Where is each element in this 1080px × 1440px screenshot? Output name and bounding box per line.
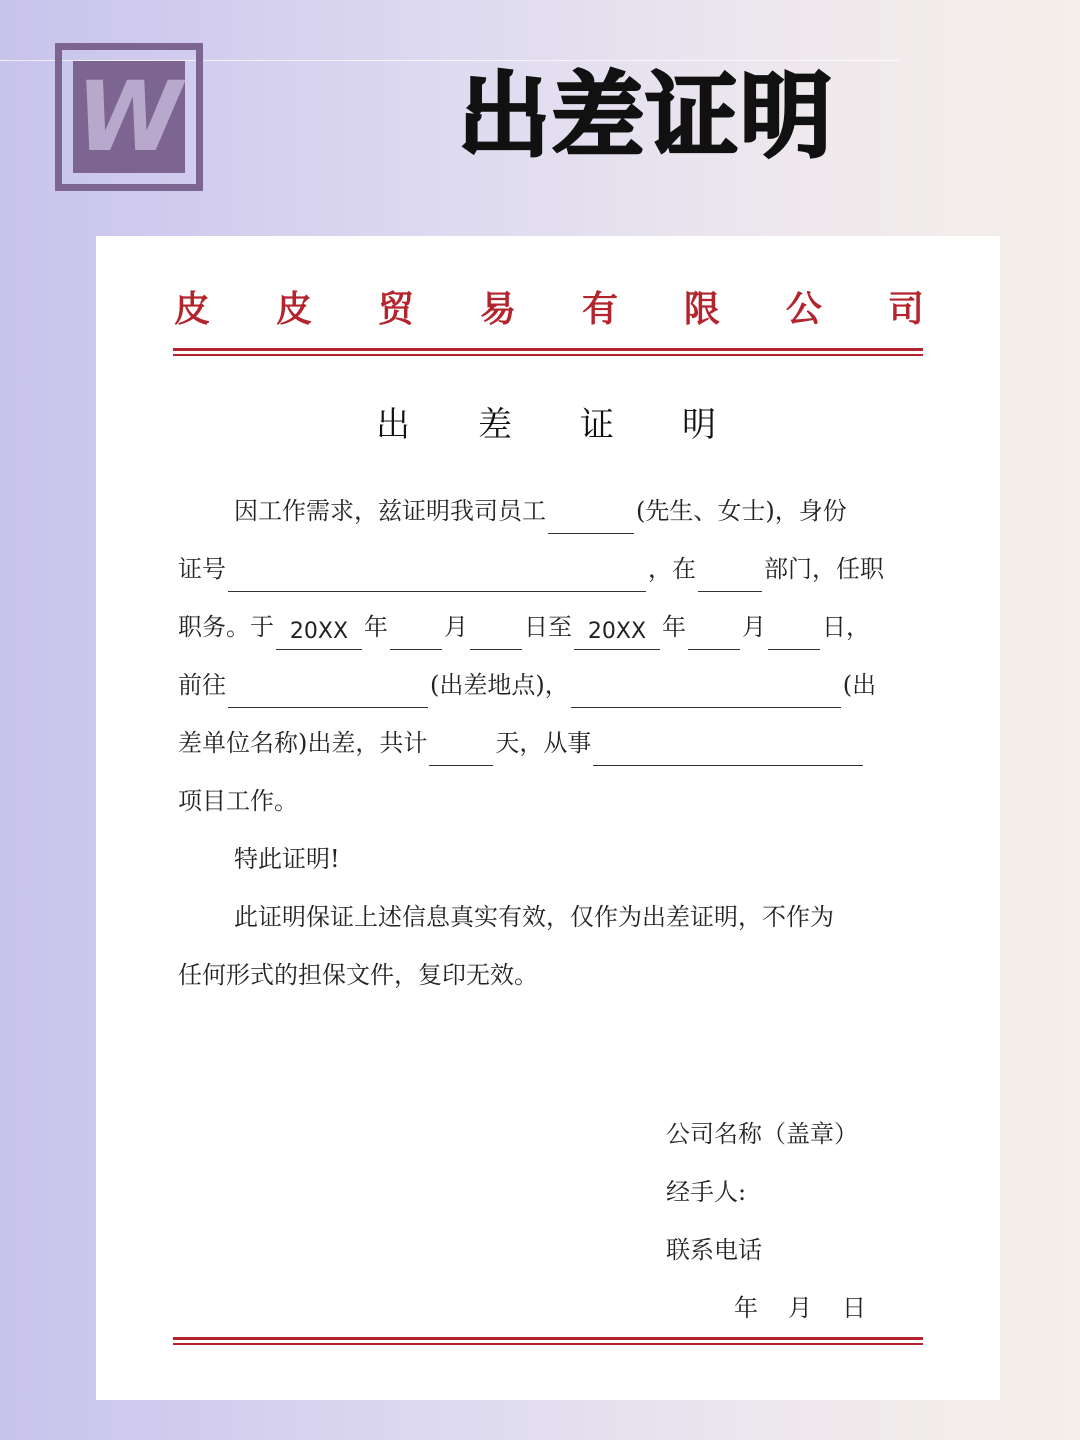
company-char: 司 <box>887 287 924 330</box>
employee-name-blank[interactable] <box>548 499 634 534</box>
document-title <box>376 396 716 446</box>
disclaimer-text: 任何形式的担保文件，复印无效。 <box>178 961 538 989</box>
certify-text: 特此证明! <box>234 845 340 873</box>
department-blank[interactable] <box>698 557 762 592</box>
company-char: 限 <box>683 287 720 330</box>
days-blank[interactable] <box>429 731 493 766</box>
company-char: 易 <box>479 287 516 330</box>
body-text: 年 <box>364 613 388 641</box>
body-text: ，在 <box>648 555 696 583</box>
company-char: 贸 <box>377 287 414 330</box>
title-char: 明 <box>682 404 716 445</box>
host-unit-blank[interactable] <box>571 673 841 708</box>
date-row <box>666 1285 866 1343</box>
company-char: 皮 <box>275 287 312 330</box>
title-char: 出 <box>376 404 410 445</box>
footer-double-rule <box>173 1337 923 1345</box>
day-label: 日 <box>842 1294 866 1322</box>
document-body <box>178 476 918 998</box>
start-year-blank[interactable]: 20XX <box>276 615 362 650</box>
body-text: 因工作需求，兹证明我司员工 <box>234 497 546 525</box>
body-text: 项目工作。 <box>178 787 298 815</box>
body-line <box>178 708 918 766</box>
phone-label: 联系电话 <box>666 1236 762 1264</box>
company-char: 皮 <box>174 287 211 330</box>
disclaimer-text: 此证明保证上述信息真实有效，仅作为出差证明，不作为 <box>234 903 834 931</box>
body-text: 部门，任职 <box>764 555 884 583</box>
body-line <box>178 882 918 940</box>
body-text: (先生、女士)，身份 <box>636 497 847 525</box>
start-month-blank[interactable] <box>390 615 442 650</box>
body-line <box>178 476 918 534</box>
project-blank[interactable] <box>593 731 863 766</box>
word-logo-icon <box>55 43 203 191</box>
body-text: 职务。于 <box>178 613 274 641</box>
destination-blank[interactable] <box>228 673 428 708</box>
id-number-blank[interactable] <box>228 557 646 592</box>
signature-block <box>666 1111 866 1343</box>
title-char: 差 <box>478 404 512 445</box>
body-text: (出差地点)， <box>430 671 569 699</box>
company-char: 公 <box>785 287 822 330</box>
banner-title: 出差证明 <box>458 63 835 170</box>
body-text: 证号 <box>178 555 226 583</box>
handler-label: 经手人: <box>666 1178 747 1206</box>
body-line <box>178 766 918 824</box>
start-day-blank[interactable] <box>470 615 522 650</box>
year-label: 年 <box>734 1294 758 1322</box>
end-day-blank[interactable] <box>768 615 820 650</box>
header-double-rule <box>173 348 923 356</box>
body-line <box>178 592 918 650</box>
body-text: (出 <box>842 671 877 699</box>
body-text: 月 <box>742 613 766 641</box>
document-page <box>96 236 1000 1400</box>
body-text: 年 <box>662 613 686 641</box>
body-text: 前往 <box>178 671 226 699</box>
company-seal-label: 公司名称（盖章） <box>666 1120 858 1148</box>
word-logo-letter: W <box>73 61 185 173</box>
title-char: 证 <box>580 404 614 445</box>
body-text: 月 <box>444 613 468 641</box>
body-line <box>178 824 918 882</box>
body-text: 差单位名称)出差，共计 <box>178 729 428 757</box>
body-text: 日至 <box>524 613 572 641</box>
body-line <box>178 534 918 592</box>
body-text: 天，从事 <box>495 729 592 757</box>
company-char: 有 <box>581 287 618 330</box>
body-line <box>178 650 918 708</box>
body-text: 日， <box>822 613 870 641</box>
end-month-blank[interactable] <box>688 615 740 650</box>
company-name <box>174 276 924 336</box>
month-label: 月 <box>788 1294 812 1322</box>
end-year-blank[interactable]: 20XX <box>574 615 660 650</box>
body-line <box>178 940 918 998</box>
